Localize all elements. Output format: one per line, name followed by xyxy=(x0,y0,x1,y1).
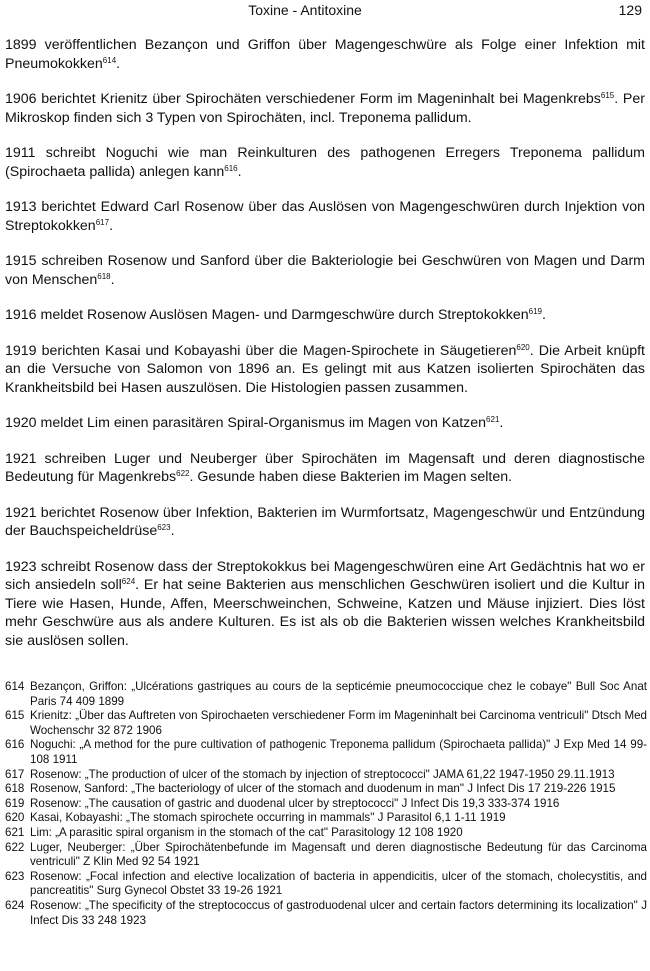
footnote-text: Kasai, Kobayashi: „The stomach spirochete occurring in mammals" J Parasitol 6,1 1-11 1919 xyxy=(30,811,506,825)
footnote-text: Krienitz: „Über das Auftreten von Spirochaeten verschiedener Form im Mageninhalt bei Carcinoma ventriculi" Dtsch Med Wochenschr 32 872 1906 xyxy=(30,709,647,737)
footnote-number: 620 xyxy=(5,811,25,825)
footnote xyxy=(5,768,647,783)
footnote-text: Rosenow: „The specificity of the streptococcus of gastroduodenal ulcer and certain factors determining its localization" J Infect Dis 33 248 1923 xyxy=(30,898,647,927)
footnote xyxy=(5,797,647,812)
footnote-number: 614 xyxy=(5,680,25,693)
footnote-number: 624 xyxy=(5,898,25,912)
footnote xyxy=(5,811,647,826)
footnote-ref[interactable]: 618 xyxy=(97,271,111,281)
footnote-ref[interactable]: 614 xyxy=(102,55,117,65)
paragraph: 1921 berichtet Rosenow über Infektion, Bakterien im Wurmfortsatz, Magengeschwür und Entzündung der Bauchspeicheldrüse$^{623}$. xyxy=(5,504,645,539)
footnote-ref[interactable]: 623 xyxy=(157,523,171,532)
paragraph: 1919 berichten Kasai und Kobayashi über die Magen-Spirochete in Säugetieren$^{620}$. Die Arbeit knüpft an die Versuche von Salomon von 1896 an. Es gelingt mit aus Katzen isolierten Spirochäten das Krankheitsbild bei Hasen auszulösen. Die Histologien passen zusammen. xyxy=(5,342,646,396)
footnote-ref[interactable]: 619 xyxy=(528,307,543,316)
footnote-text: Rosenow, Sanford: „The bacteriology of ulcer of the stomach and duodenum in man" J Infect Dis 17 219-226 1915 xyxy=(30,782,616,796)
footnote-ref[interactable]: 615 xyxy=(600,91,615,100)
footnotes xyxy=(5,680,647,928)
footnote xyxy=(5,826,647,841)
paragraph: 1923 schreibt Rosenow dass der Streptokokkus bei Magengeschwüren eine Art Gedächtnis hat wo er sich ansiedeln soll$^{624}$. Er hat seine Bakterien aus menschlichen Geschwüren isoliert und die Kultur in Tiere wie Hasen, Hunde, Affen, Meerschweinchen, Schweine, Katzen und Mäuse injiziert. Dies löst mehr Geschwüre aus als andere Kulturen. Es ist als ob die Bakterien wissen welches Krankheitsbild sie auslösen sollen. xyxy=(5,558,645,649)
footnote-ref[interactable]: 617 xyxy=(95,217,110,227)
footnote xyxy=(5,680,647,709)
footnote-ref[interactable]: 621 xyxy=(486,415,500,424)
footnote-number: 617 xyxy=(5,767,25,781)
footnote-number: 619 xyxy=(5,796,25,810)
footnote-ref[interactable]: 620 xyxy=(516,342,530,352)
footnote-number: 621 xyxy=(5,825,25,839)
paragraph: 1911 schreibt Noguchi wie man Reinkulturen des pathogenen Erregers Treponema pallidum (Spirochaeta pallida) anlegen kann$^{616}$. xyxy=(5,145,645,180)
footnote-number: 615 xyxy=(5,709,25,723)
footnote xyxy=(5,870,647,899)
paragraph: 1906 berichtet Krienitz über Spirochäten verschiedener Form im Mageninhalt bei Magenkrebs$^{615}$. Per Mikroskop finden sich 3 Typen von Spirochäten, incl. Treponema pallidum. xyxy=(5,91,645,126)
page-number: 129 xyxy=(618,2,642,18)
footnote-number: 616 xyxy=(5,738,25,752)
footnote xyxy=(5,738,647,767)
paragraph: 1913 berichtet Edward Carl Rosenow über das Auslösen von Magengeschwüren durch Injektion von Streptokokken$^{617}$. xyxy=(5,199,645,234)
running-title: Toxine - Antitoxine xyxy=(248,2,362,18)
footnote-text: Rosenow: „The production of ulcer of the stomach by injection of streptococci" JAMA 61,22 1947-1950 29.11.1913 xyxy=(30,767,615,781)
paragraph: 1920 meldet Lim einen parasitären Spiral-Organismus im Magen von Katzen$^{621}$. xyxy=(5,415,504,431)
paragraph: 1921 schreiben Luger und Neuberger über Spirochäten im Magensaft und deren diagnostische Bedeutung für Magenkrebs$^{622}$. Gesunde haben diese Bakterien im Magen selten. xyxy=(5,450,645,485)
footnote-text: Noguchi: „A method for the pure cultivation of pathogenic Treponema pallidum (Spirochaeta pallida)" J Exp Med 14 99-108 1911 xyxy=(30,738,647,766)
page-header xyxy=(0,0,650,22)
footnote-text: Rosenow: „The causation of gastric and duodenal ulcer by streptococci" J Infect Dis 19,3 333-374 1916 xyxy=(30,796,560,810)
footnote-text: Lim: „A parasitic spiral organism in the stomach of the cat" Parasitology 12 108 1920 xyxy=(30,825,463,839)
footnote-text: Bezançon, Griffon: „Ulcérations gastriques au cours de la septicémie pneumococcique chez le cobaye" Bull Soc Anat Paris 74 409 1899 xyxy=(30,680,647,708)
footnote xyxy=(5,841,647,870)
footnote-number: 623 xyxy=(5,869,25,883)
footnote-ref[interactable]: 616 xyxy=(224,163,238,173)
footnote-ref[interactable]: 622 xyxy=(176,469,190,478)
paragraph: 1899 veröffentlichen Bezançon und Griffon über Magengeschwüre als Folge einer Infektion mit Pneumokokken$^{614}$. xyxy=(5,37,645,72)
footnote-ref[interactable]: 624 xyxy=(121,577,136,586)
body-text xyxy=(5,36,645,667)
paragraph: 1916 meldet Rosenow Auslösen Magen- und Darmgeschwüre durch Streptokokken$^{619}$. xyxy=(5,307,546,323)
footnote xyxy=(5,782,647,797)
footnote xyxy=(5,899,647,928)
paragraph: 1915 schreiben Rosenow und Sanford über die Bakteriologie bei Geschwüren von Magen und Darm von Menschen$^{618}$. xyxy=(5,253,645,288)
footnote-text: Luger, Neuberger: „Über Spirochätenbefunde im Magensaft und deren diagnostische Bedeutung für das Carcinoma ventriculi" Z Klin Med 92 54 1921 xyxy=(30,840,647,869)
footnote-number: 622 xyxy=(5,840,25,854)
footnote-text: Rosenow: „Focal infection and elective localization of bacteria in appendicitis, ulcer of the stomach, cholecystitis, and pancreatitis" Surg Gynecol Obstet 33 19-26 1921 xyxy=(30,869,647,898)
footnote-number: 618 xyxy=(5,782,25,796)
footnote xyxy=(5,709,647,738)
